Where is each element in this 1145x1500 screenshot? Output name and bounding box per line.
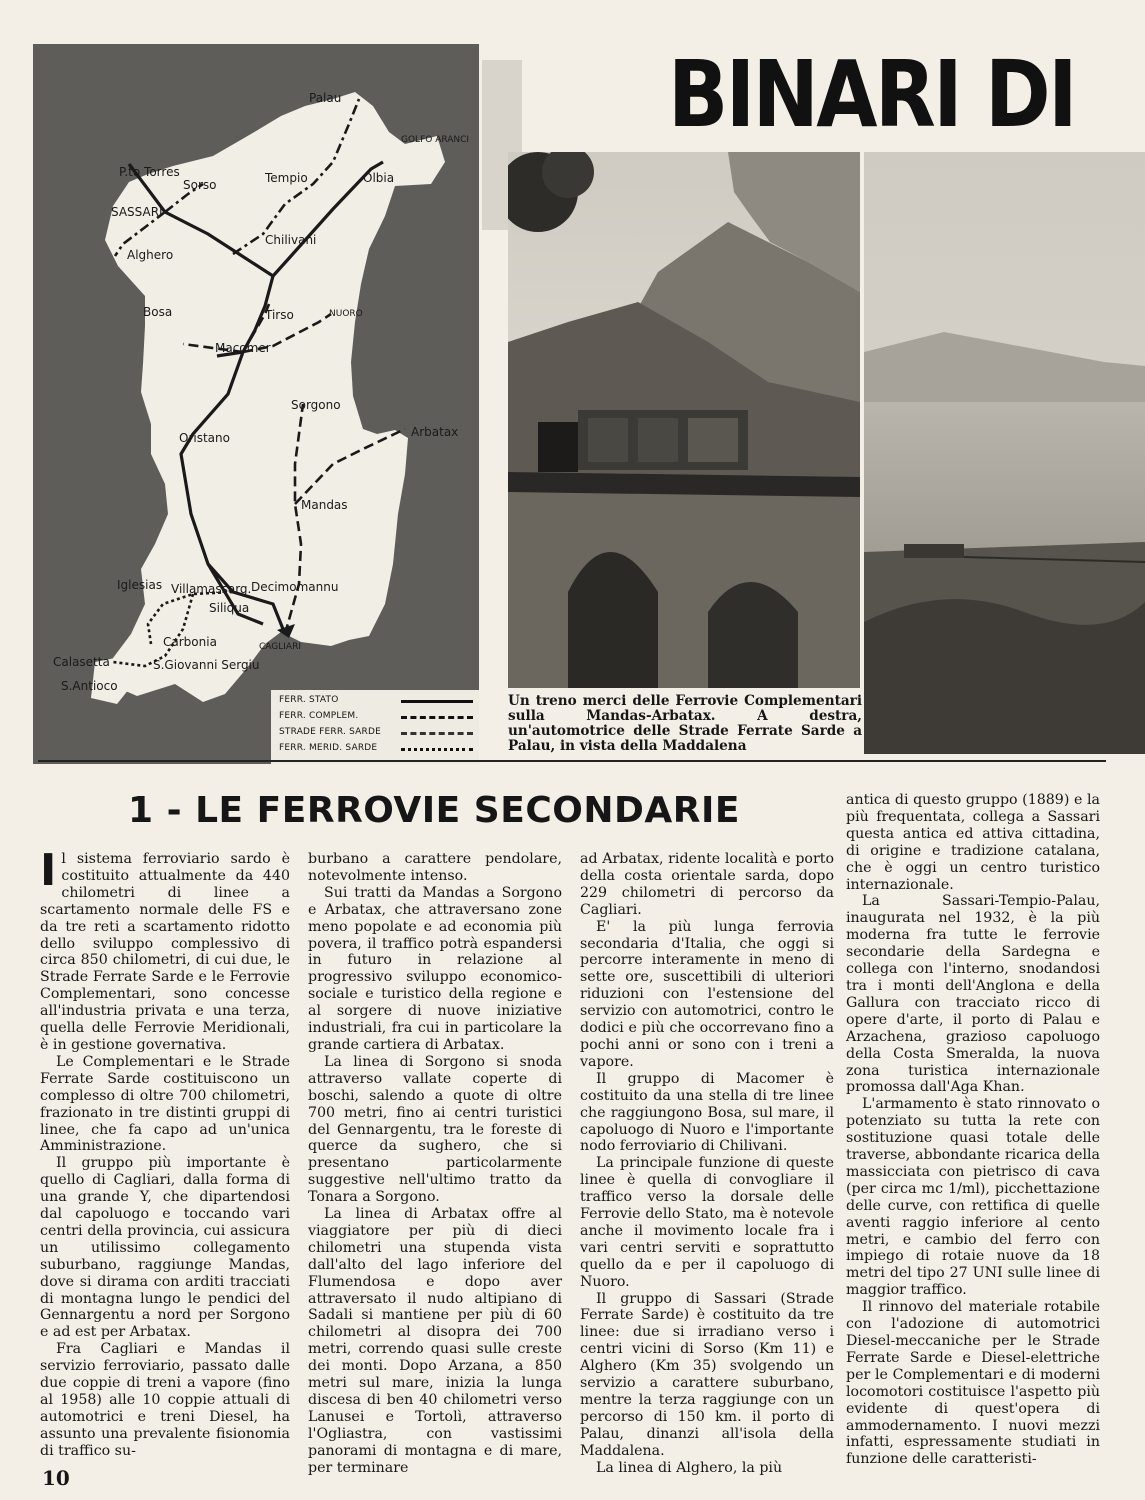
label-porto-torres: P.to Torres [119,165,180,179]
palau-railcar-photo [864,152,1145,754]
article-paragraph: L'armamento è stato rinnovato o potenziato su tutta la rete con sostituzione quasi totale delle traverse, abbondante ricarica della massicciata con pietrisco di cava (per circa mc 1/ml), picchettazione delle curve, con rettifica di quelle aventi raggio inferiore al cento metri, e cambio del ferro con impiego di rotaie nuove da 18 metri del tipo 27 UNI sulle linee di maggior traffico. [846,1096,1100,1299]
railway-map [33,44,479,764]
legend-meridionali-line [401,748,473,751]
legend-complementari-line [401,716,473,719]
label-tirso: Tirso [265,308,294,322]
article-column-3 [580,851,834,1477]
legend-fs-line [401,700,473,703]
article-paragraph: La linea di Alghero, la più [596,1459,783,1476]
label-bosa: Bosa [143,305,173,319]
legend-meridionali-label: FERR. MERID. SARDE [279,743,378,753]
article-paragraph: Il gruppo di Sassari (Strade Ferrate Sarde) è costituito da tre linee: due si irradiano verso i centri vicini di Sorso (Km 11) e Alghero (Km 35) svolgendo un servizio a carattere suburbano, mentre la terza raggiunge con un percorso di 150 km. il porto di Palau, dinanzi all'isola della Maddalena. [580,1290,834,1459]
map-legend [271,690,479,764]
label-alghero: Alghero [127,248,174,262]
label-iglesias: Iglesias [117,578,163,592]
article-paragraph: antica di questo gruppo (1889) e la più frequentata, collega a Sassari questa antica ed attiva cittadina, di origine e tradizione catalana, che è oggi un centro turistico internazionale. [846,792,1100,893]
article-paragraph: La principale funzione di queste linee è quella di convogliare il traffico verso la dorsale delle Ferrovie dello Stato, ma è notevole anche il movimento locale fra i vari centri serviti e soprattutto quello da e per il capoluogo di Nuoro. [580,1155,834,1290]
article-column-4 [846,792,1100,1468]
legend-sfs-label: STRADE FERR. SARDE [279,727,382,737]
section-heading: 1 - LE FERROVIE SECONDARIE [128,790,740,831]
article-paragraph: Le Complementari e le Strade Ferrate Sarde costituiscono un complesso di oltre 700 chilometri, frazionato in tre distinti gruppi di linee, che fa capo ad un'unica Amministrazione. [40,1053,290,1155]
label-decimomannu: Decimomannu [251,580,339,594]
article-paragraph: La linea di Sorgono si snoda attraverso vallate coperte di boschi, salendo a quote di oltre 700 metri, fino ai centri turistici del Gennargentu, tra le foreste di querce da sughero, che si presentano particolarmente suggestive nell'ultimo tratto da Tonara a Sorgono. [308,1053,562,1206]
photo-caption: Un treno merci delle Ferrovie Complementari sulla Mandas-Arbatax. A destra, un'automotrice delle Strade Ferrate Sarde a Palau, in vista della Maddalena [508,693,862,754]
label-nuoro: NUORO [329,309,363,319]
article-paragraph: Sui tratti da Mandas a Sorgono e Arbatax, che attraversano zone meno popolate e ad economia più povera, il traffico potrà espandersi in futuro in relazione al progressivo sviluppo economico-sociale e turistico della regione e al sorgere di nuove iniziative industriali, fra cui in particolare la grande cartiera di Arbatax. [308,884,562,1053]
article-paragraph: Fra Cagliari e Mandas il servizio ferroviario, passato dalle due coppie di treni a vapore (fino al 1958) alle 10 coppie attuali di automotrici e treni Diesel, ha assunto una prevalente fisionomia di traffico su- [40,1341,290,1459]
article-paragraph: La Sassari-Tempio-Palau, inaugurata nel 1932, è la più moderna fra tutte le ferrovie secondarie della Sardegna e collega con l'interno, snodandosi tra i monti dell'Anglona e della Gallura con tracciato ricco di opere d'arte, il porto di Palau e Arzachena, grazioso capoluogo della Costa Smeralda, la nuova zona turistica internazionale promossa dall'Aga Khan. [846,893,1100,1096]
sardinia-map-drawing [33,44,479,764]
legend-sfs-line [401,732,473,735]
label-calasetta: Calasetta [53,655,110,669]
legend-fs-label: FERR. STATO [279,695,339,705]
article-paragraph: Il gruppo più importante è quello di Cagliari, dalla forma di una grande Y, che dipartendosi dal capoluogo e toccando vari centri della provincia, cui assicura un utilissimo collegamento suburbano, raggiunge Mandas, dove si dirama con arditi tracciati di montagna lungo le pendici del Gennargentu a nord per Sorgono e ad est per Arbatax. [40,1155,290,1341]
article-column-2 [308,851,562,1477]
article-paragraph: Il sistema ferroviario sardo è costituito attualmente da 440 chilometri di linee a scartamento normale delle FS e da tre reti a scartamento ridotto dello sviluppo complessivo di circa 850 chilometri, di cui due, le Strade Ferrate Sarde e le Ferrovie Complementari, sono concesse all'industria privata e una terza, quella delle Ferrovie Meridionali, è in gestione governativa. [40,845,290,1053]
page-number: 10 [42,1466,70,1490]
label-macomer: Macomer [215,341,271,355]
label-mandas: Mandas [301,498,348,512]
label-chilivani: Chilivani [265,233,317,247]
article-paragraph: La linea di Arbatax offre al viaggiatore per più di dieci chilometri una stupenda vista dall'alto del lago inferiore del Flumendosa e dopo aver attraversato il nudo altipiano di Sadali si mantiene per più di 60 chilometri al disopra dei 700 metri, correndo quasi sulle creste dei monti. Dopo Arzana, a 850 metri sul mare, inizia la lunga discesa di ben 40 chilometri verso Lanusei e Tortolì, attraverso l'Ogliastra, con vastissimi panorami di montagna e di mare, per terminare [308,1206,562,1476]
label-arbatax: Arbatax [411,425,459,439]
label-tempio: Tempio [265,171,308,185]
section-rule [38,760,1106,762]
train-bridge-photo [508,152,860,688]
article-paragraph: Il gruppo di Macomer è costituito da una stella di tre linee che raggiungono Bosa, sul mare, il capoluogo di Nuoro e l'importante nodo ferroviario di Chilivani. [580,1070,834,1155]
article-paragraph: Il rinnovo del materiale rotabile con l'adozione di automotrici Diesel-meccaniche per le Strade Ferrate Sarde e Diesel-elettriche per le Complementari e di moderni locomotori costituisce l'aspetto più evidente di quest'opera di ammodernamento. I nuovi mezzi infatti, espressamente studiati in funzione delle caratteristi- [846,1299,1100,1468]
label-oristano: Oristano [179,431,230,445]
label-sassari: SASSARI [111,205,163,219]
page-title: BINARI DI [668,41,1075,148]
article-paragraph: ad Arbatax, ridente località e porto della costa orientale sarda, dopo 229 chilometri di percorso da Cagliari. [580,851,834,918]
label-carbonia: Carbonia [163,635,217,649]
label-sorgono: Sorgono [291,398,341,412]
label-san-giovanni-sergiu: S.Giovanni Sergiu [153,658,260,672]
label-palau: Palau [309,91,342,105]
legend-complementari-label: FERR. COMPLEM. [279,711,359,721]
article-paragraph: E' la più lunga ferrovia secondaria d'Italia, che oggi si percorre interamente in meno di sette ore, suscettibili di ulteriori riduzioni con l'estensione del servizio con automotrici, contro le dodici e più che occorrevano fino a pochi anni or sono con i treni a vapore. [580,918,834,1070]
article-column-1 [40,845,290,1460]
label-sorso: Sorso [183,178,217,192]
label-siliqua: Siliqua [209,601,250,615]
label-santantioco: S.Antioco [61,679,118,693]
label-olbia: Olbia [363,171,395,185]
article-paragraph: burbano a carattere pendolare, notevolmente intenso. [308,851,562,884]
label-cagliari: CAGLIARI [259,642,301,652]
label-golfo-aranci: GOLFO ARANCI [401,135,470,145]
dropcap: I [40,845,57,896]
label-villamassargia: Villamassarg. [171,582,252,596]
